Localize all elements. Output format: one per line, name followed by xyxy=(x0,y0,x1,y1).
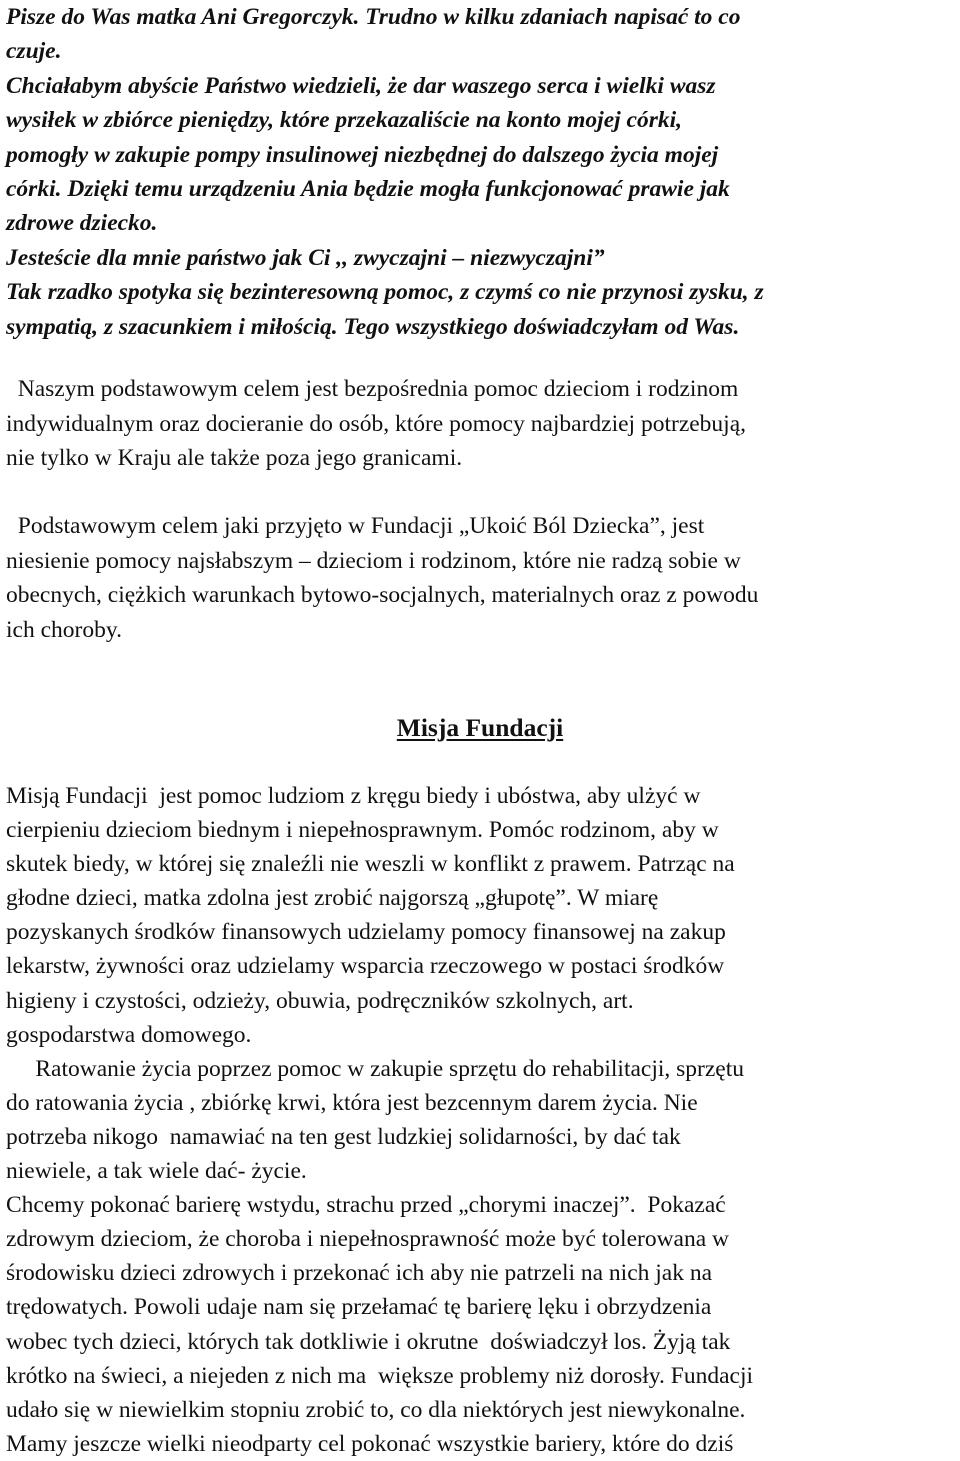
mission-paragraph xyxy=(6,779,956,1461)
mission-heading: Misja Fundacji xyxy=(396,713,564,742)
foundation-line: Podstawowym celem jaki przyjęto w Fundacji „Ukoić Ból Dziecka”, jest xyxy=(6,513,705,539)
mission-line: gospodarstwa domowego. xyxy=(6,1021,252,1048)
letter-line: córki. Dzięki temu urządzeniu Ania będzie mogła funkcjonować prawie jak xyxy=(6,176,730,203)
mission-line: wobec tych dzieci, których tak dotkliwie i okrutne doświadczył los. Żyją tak xyxy=(6,1328,731,1355)
letter-line: zdrowe dziecko. xyxy=(6,210,158,237)
foundation-line: ich choroby. xyxy=(6,616,122,643)
aim-line: Naszym podstawowym celem jest bezpośrednia pomoc dzieciom i rodzinom xyxy=(6,376,739,402)
mother-letter xyxy=(6,0,956,344)
letter-line: Tak rzadko spotyka się bezinteresowną pomoc, z czymś co nie przynosi zysku, z xyxy=(6,279,764,306)
foundation-line: niesienie pomocy najsłabszym – dzieciom i rodzinom, które nie radzą sobie w xyxy=(6,547,741,574)
letter-line: Pisze do Was matka Ani Gregorczyk. Trudno w kilku zdaniach napisać to co xyxy=(6,4,741,30)
mission-line: zdrowym dzieciom, że choroba i niepełnosprawność może być tolerowana w xyxy=(6,1226,730,1253)
aim-paragraph xyxy=(6,372,956,476)
mission-line: higieny i czystości, odzieży, obuwia, podręczników szkolnych, art. xyxy=(6,987,634,1014)
mission-line: cierpieniu dzieciom biednym i niepełnosprawnym. Pomóc rodzinom, aby w xyxy=(6,817,719,844)
letter-line: sympatią, z szacunkiem i miłością. Tego wszystkiego doświadczyłam od Was. xyxy=(6,313,740,340)
letter-line: Jesteście dla mnie państwo jak Ci ,, zwyczajni – niezwyczajni” xyxy=(6,244,605,271)
mission-line: potrzeba nikogo namawiać na ten gest ludzkiej solidarności, by dać tak xyxy=(6,1123,681,1150)
aim-line: indywidualnym oraz docieranie do osób, które pomocy najbardziej potrzebują, xyxy=(6,410,747,437)
letter-line: wysiłek w zbiórce pieniędzy, które przekazaliście na konto mojej córki, xyxy=(6,107,683,134)
mission-line: Ratowanie życia poprzez pomoc w zakupie sprzętu do rehabilitacji, sprzętu xyxy=(6,1055,745,1082)
mission-line: Chcemy pokonać barierę wstydu, strachu przed „chorymi inaczej”. Pokazać xyxy=(6,1192,726,1219)
mission-line: Mamy jeszcze wielki nieodparty cel pokonać wszystkie bariery, które do dziś xyxy=(6,1430,734,1457)
mission-line: udało się w niewielkim stopniu zrobić to, co dla niektórych jest niewykonalne. xyxy=(6,1396,746,1423)
mission-line: Misją Fundacji jest pomoc ludziom z kręgu biedy i ubóstwa, aby ulżyć w xyxy=(6,783,701,809)
mission-line: lekarstw, żywności oraz udzielamy wsparcia rzeczowego w postaci środków xyxy=(6,953,725,980)
foundation-line: obecnych, ciężkich warunkach bytowo-socjalnych, materialnych oraz z powodu xyxy=(6,582,759,608)
mission-line: głodne dzieci, matka zdolna jest zrobić najgorszą „głupotę”. W miarę xyxy=(6,885,659,912)
mission-line: skutek biedy, w której się znaleźli nie weszli w konflikt z prawem. Patrząc na xyxy=(6,851,735,878)
mission-line: do ratowania życia , zbiórkę krwi, która jest bezcennym darem życia. Nie xyxy=(6,1089,698,1116)
mission-line: środowisku dzieci zdrowych i przekonać ich aby nie patrzeli na nich jak na xyxy=(6,1260,713,1287)
letter-line: czuje. xyxy=(6,38,62,65)
mission-line: trędowatych. Powoli udaje nam się przełamać tę barierę lęku i obrzydzenia xyxy=(6,1294,712,1321)
mission-line: pozyskanych środków finansowych udzielamy pomocy finansowej na zakup xyxy=(6,919,726,946)
mission-line: niewiele, a tak wiele dać- życie. xyxy=(6,1158,307,1185)
aim-line: nie tylko w Kraju ale także poza jego granicami. xyxy=(6,445,463,471)
letter-line: Chciałabym abyście Państwo wiedzieli, że dar waszego serca i wielki wasz xyxy=(6,72,716,99)
letter-line: pomogły w zakupie pompy insulinowej niezbędnej do dalszego życia mojej xyxy=(6,141,719,168)
foundation-paragraph xyxy=(6,509,956,647)
mission-line: krótko na świeci, a niejeden z nich ma większe problemy niż dorosły. Fundacji xyxy=(6,1362,753,1389)
